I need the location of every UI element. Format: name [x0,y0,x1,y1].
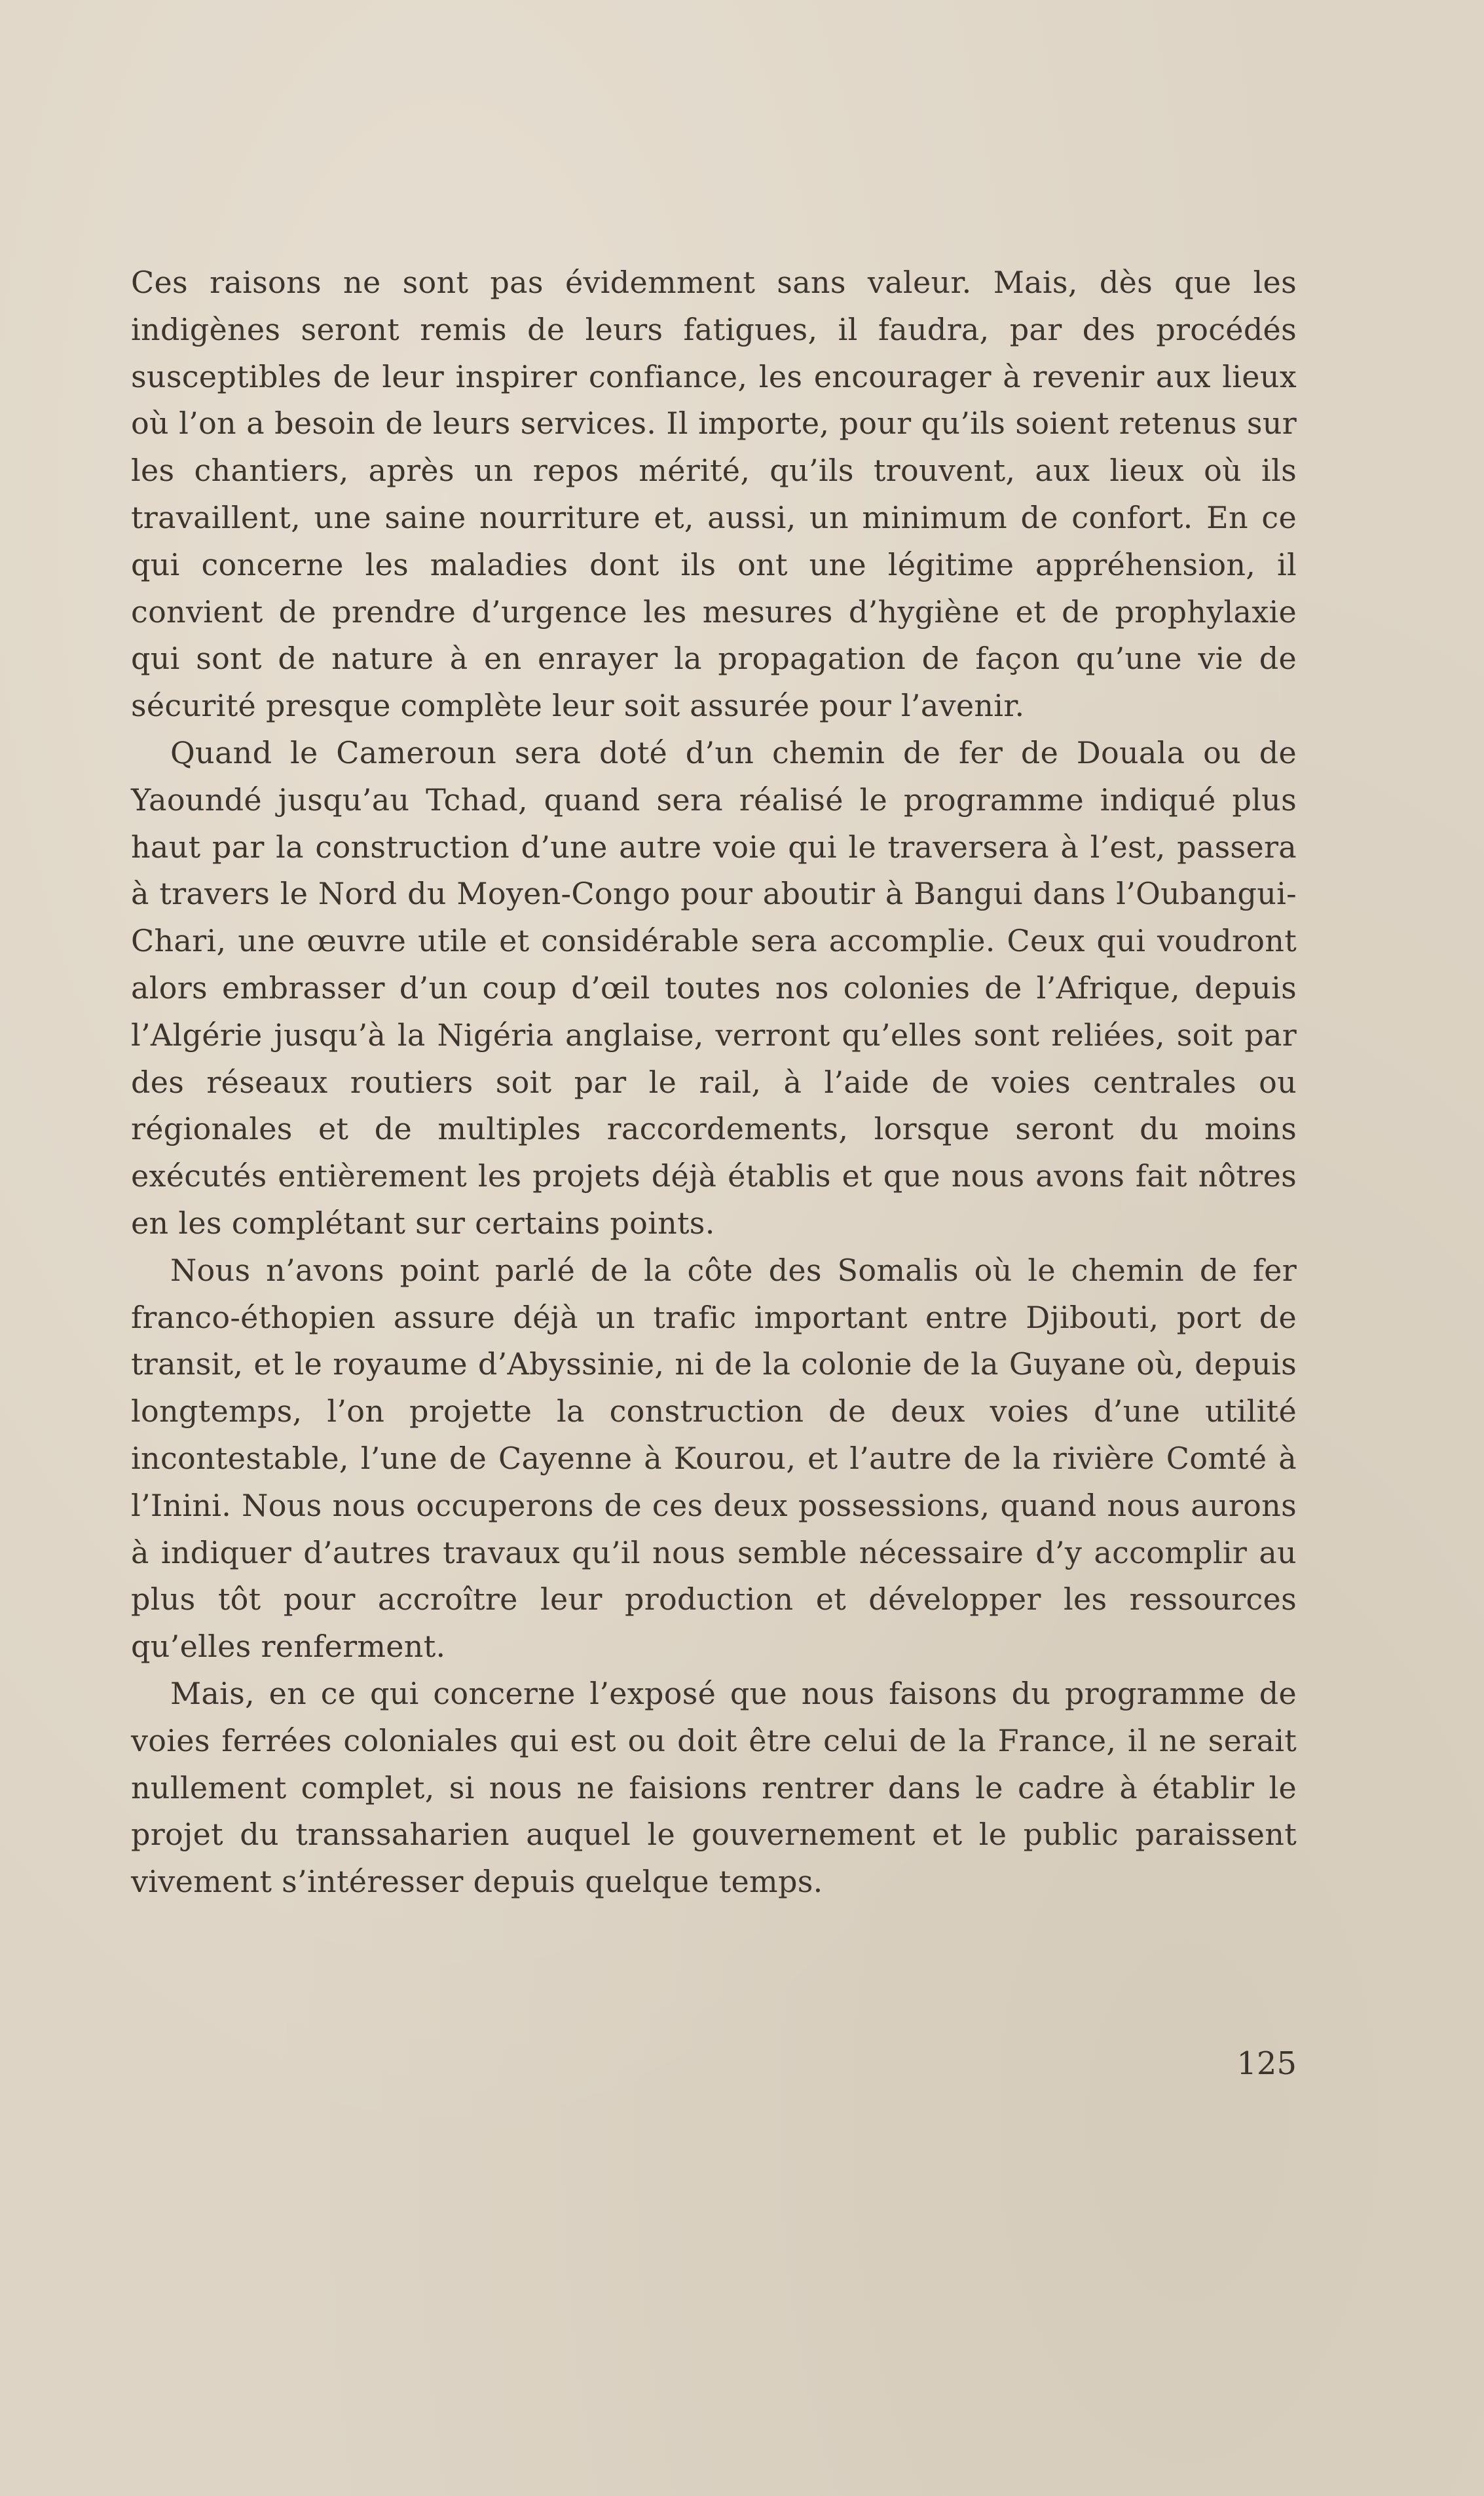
paragraph-3: Nous n’avons point parlé de la côte des Somalis où le chemin de fer franco-éthopien assure déjà un trafic important entre Djibouti, port de transit, et le royaume d’Abyssinie, ni de la colonie de la Guyane où, depuis longtemps, l’on projette la construction de deux voies d’une utilité incontestable, l’une de Cayenne à Kourou, et l’autre de la rivière Comté à l’Inini. Nous nous occuperons de ces deux possessions, quand nous aurons à indiquer d’autres travaux qu’il nous semble nécessaire d’y accomplir au plus tôt pour accroître leur production et développer les ressources qu’elles renferment. [131,1252,1297,1665]
paragraph-1: Ces raisons ne sont pas évidemment sans valeur. Mais, dès que les indigènes seront remis de leurs fatigues, il faudra, par des procédés susceptibles de leur inspirer confiance, les encourager à revenir aux lieux où l’on a besoin de leurs services. Il importe, pour qu’ils soient retenus sur les chantiers, après un repos mérité, qu’ils trouvent, aux lieux où ils travaillent, une saine nourriture et, aussi, un minimum de confort. En ce qui concerne les maladies dont ils ont une légitime appréhension, il convient de prendre d’urgence les mesures d’hygiène et de prophylaxie qui sont de nature à en enrayer la propagation de façon qu’une vie de sécurité presque complète leur soit assurée pour l’avenir. [131,265,1297,724]
body-text [131,259,1297,1906]
paragraph-2: Quand le Cameroun sera doté d’un chemin de fer de Douala ou de Yaoundé jusqu’au Tchad, quand sera réalisé le programme indiqué plus haut par la construction d’une autre voie qui le traversera à l’est, passera à travers le Nord du Moyen-Congo pour aboutir à Bangui dans l’Oubangui-Chari, une œuvre utile et considérable sera accomplie. Ceux qui voudront alors embrasser d’un coup d’œil toutes nos colonies de l’Afrique, depuis l’Algérie jusqu’à la Nigéria anglaise, verront qu’elles sont reliées, soit par des réseaux routiers soit par le rail, à l’aide de voies centrales ou régionales et de multiples raccordements, lorsque seront du moins exécutés entièrement les projets déjà établis et que nous avons fait nôtres en les complétant sur certains points. [131,734,1297,1241]
page-number: 125 [1236,2045,1297,2082]
paragraph-4: Mais, en ce qui concerne l’exposé que nous faisons du programme de voies ferrées coloniales qui est ou doit être celui de la France, il ne serait nullement complet, si nous ne faisions rentrer dans le cadre à établir le projet du transsaharien auquel le gouvernement et le public paraissent vivement s’intéresser depuis quelque temps. [131,1675,1297,1900]
